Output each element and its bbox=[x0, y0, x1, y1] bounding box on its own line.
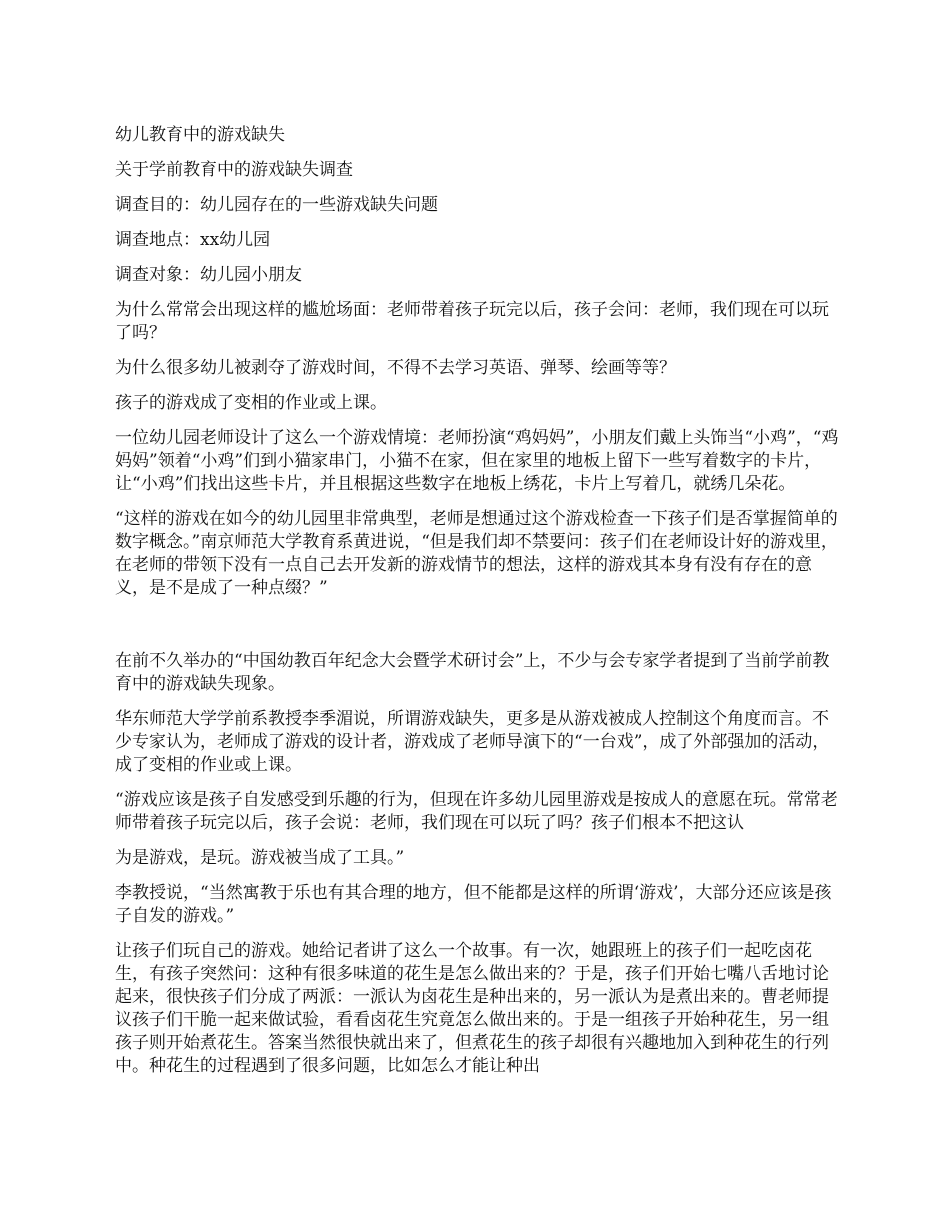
body-paragraph: 为什么很多幼儿被剥夺了游戏时间，不得不去学习英语、弹琴、绘画等等？ bbox=[115, 358, 676, 378]
body-paragraph: 华东师范大学学前系教授李季湄说，所谓游戏缺失，更多是从游戏被成人控制这个角度而言。不少专家认为，老师成了游戏的设计者，游戏成了老师导演下的“一台戏”，成了外部强加的活动，成了变相的作业或上课。 bbox=[115, 709, 830, 775]
document-body bbox=[115, 124, 840, 1090]
document-title: 幼儿教育中的游戏缺失 bbox=[115, 125, 285, 145]
survey-location: 调查地点：xx幼儿园 bbox=[115, 230, 271, 250]
body-paragraph: 为什么常常会出现这样的尴尬场面：老师带着孩子玩完以后，孩子会问：老师，我们现在可以玩了吗？ bbox=[115, 300, 829, 343]
survey-purpose: 调查目的：幼儿园存在的一些游戏缺失问题 bbox=[115, 195, 438, 215]
body-paragraph: 李教授说，“当然寓教于乐也有其合理的地方，但不能都是这样的所谓‘游戏’，大部分还应该是孩子自发的游戏。” bbox=[115, 883, 832, 926]
survey-heading: 关于学前教育中的游戏缺失调查 bbox=[115, 160, 353, 180]
survey-subject: 调查对象：幼儿园小朋友 bbox=[115, 265, 302, 285]
body-paragraph: “游戏应该是孩子自发感受到乐趣的行为，但现在许多幼儿园里游戏是按成人的意愿在玩。常常老师带着孩子玩完以后，孩子会说：老师，我们现在可以玩了吗？孩子们根本不把这认 bbox=[115, 790, 838, 833]
body-paragraph: 在前不久举办的“中国幼教百年纪念大会暨学术研讨会”上，不少与会专家学者提到了当前学前教育中的游戏缺失现象。 bbox=[115, 651, 830, 694]
body-paragraph: 孩子的游戏成了变相的作业或上课。 bbox=[115, 393, 387, 413]
body-paragraph: 让孩子们玩自己的游戏。她给记者讲了这么一个故事。有一次，她跟班上的孩子们一起吃卤花生，有孩子突然问：这种有很多味道的花生是怎么做出来的？于是，孩子们开始七嘴八舌地讨论起来，很快孩子们分成了两派：一派认为卤花生是种出来的，另一派认为是煮出来的。曹老师提议孩子们干脆一起来做试验，看看卤花生究竟怎么做出来的。于是一组孩子开始种花生，另一组孩子则开始煮花生。答案当然很快就出来了，但煮花生的孩子却很有兴趣地加入到种花生的行列中。种花生的过程遇到了很多问题，比如怎么才能让种出 bbox=[115, 941, 829, 1076]
body-paragraph: 一位幼儿园老师设计了这么一个游戏情境：老师扮演“鸡妈妈”，小朋友们戴上头饰当“小鸡”，“鸡妈妈”领着“小鸡”们到小猫家串门，小猫不在家，但在家里的地板上留下一些写着数字的卡片，让“小鸡”们找出这些卡片，并且根据这些数字在地板上绣花，卡片上写着几，就绣几朵花。 bbox=[115, 428, 839, 494]
body-paragraph: 为是游戏，是玩。游戏被当成了工具。” bbox=[115, 848, 405, 868]
body-paragraph: “这样的游戏在如今的幼儿园里非常典型，老师是想通过这个游戏检查一下孩子们是否掌握简单的数字概念。”南京师范大学教育系黄进说，“但是我们却不禁要问：孩子们在老师设计好的游戏里，在老师的带领下没有一点自己去开发新的游戏情节的想法，这样的游戏其本身有没有存在的意义，是不是成了一种点缀？” bbox=[115, 509, 838, 598]
